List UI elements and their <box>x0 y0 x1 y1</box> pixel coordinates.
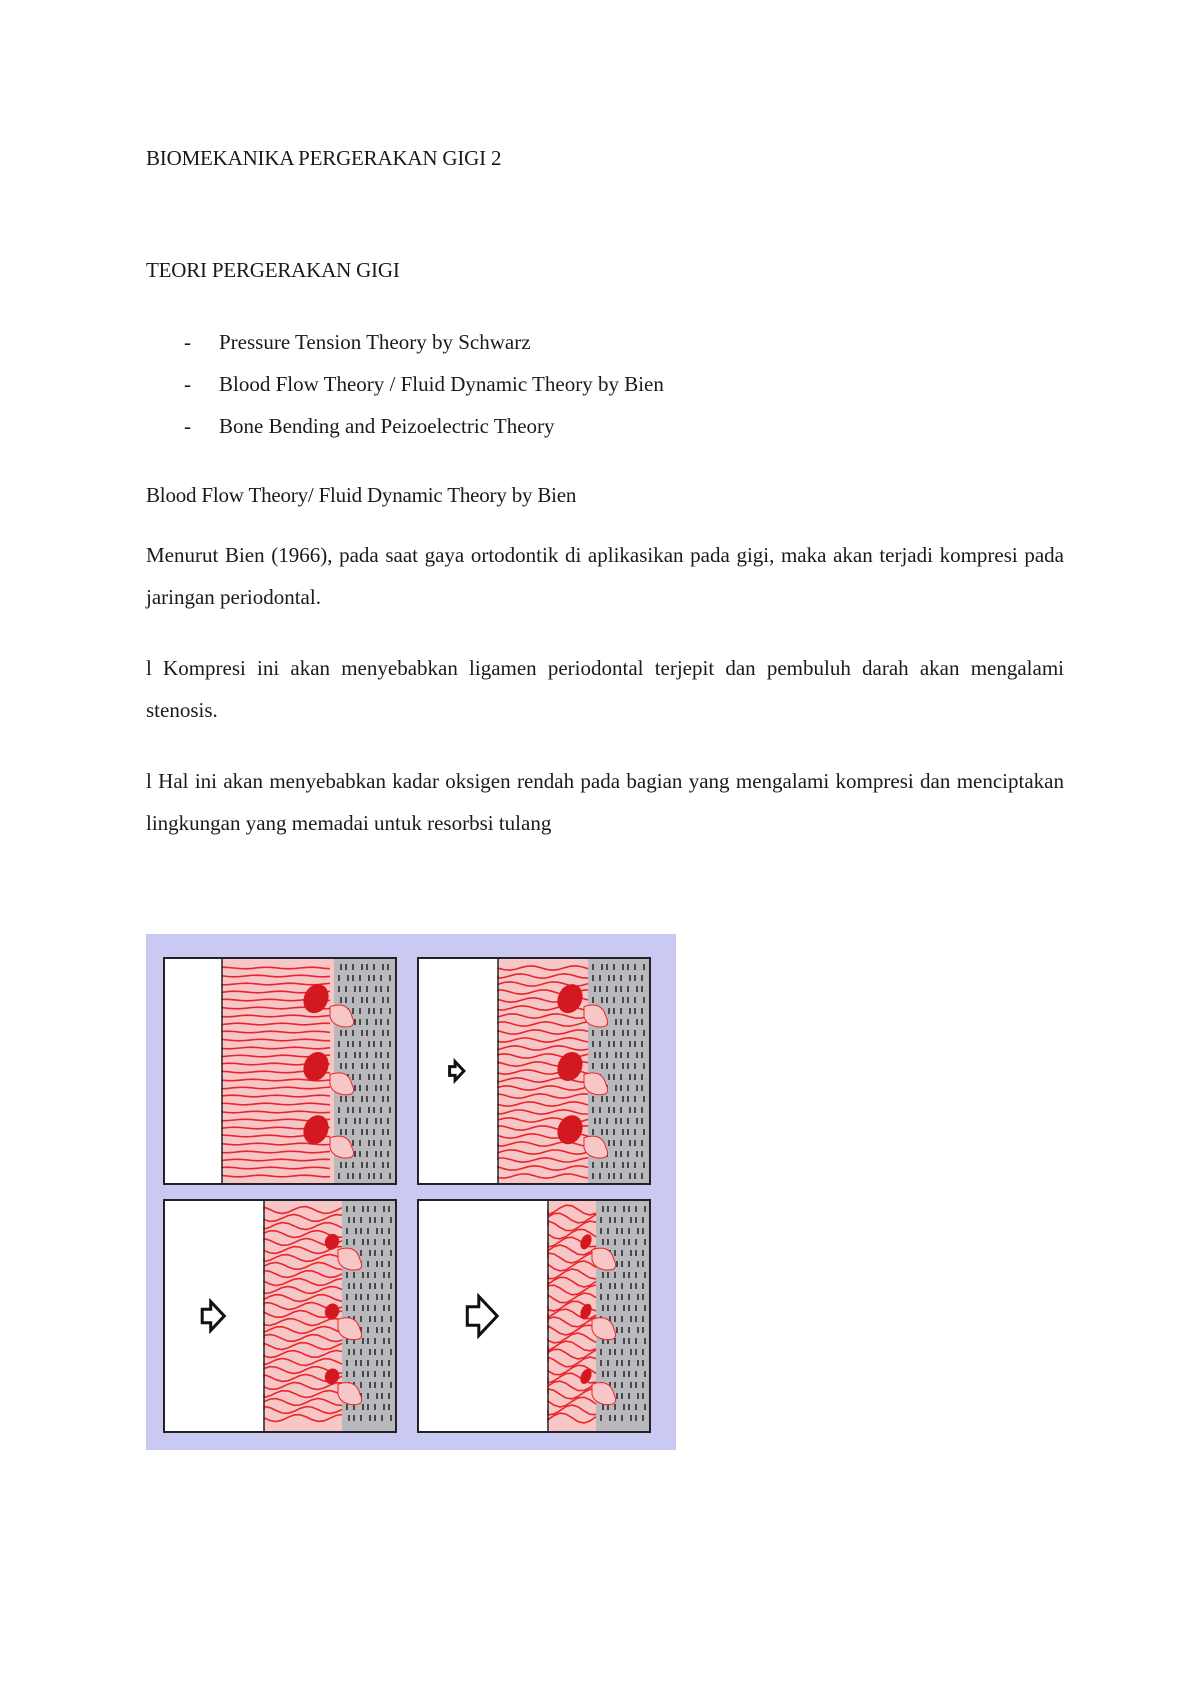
panel-medium-force <box>164 1200 396 1432</box>
paragraph-3: l Hal ini akan menyebabkan kadar oksigen rendah pada bagian yang mengalami kompresi dan menciptakan lingkungan yang memadai untuk resorbsi tulang <box>146 769 1064 835</box>
list-dash: - <box>184 414 191 438</box>
tooth-area <box>164 958 222 1184</box>
list-item-text: Bone Bending and Peizoelectric Theory <box>219 414 555 438</box>
section-heading: TEORI PERGERAKAN GIGI <box>146 258 400 282</box>
list-item-text: Pressure Tension Theory by Schwarz <box>219 330 531 354</box>
list-item-text: Blood Flow Theory / Fluid Dynamic Theory by Bien <box>219 372 664 396</box>
tooth-movement-figure <box>146 934 676 1450</box>
subheading: Blood Flow Theory/ Fluid Dynamic Theory by Bien <box>146 483 577 507</box>
paragraph-1: Menurut Bien (1966), pada saat gaya ortodontik di aplikasikan pada gigi, maka akan terjadi kompresi pada jaringan periodontal. <box>146 543 1064 609</box>
list-dash: - <box>184 330 191 354</box>
document-title: BIOMEKANIKA PERGERAKAN GIGI 2 <box>146 146 502 170</box>
panel-light-force <box>418 958 650 1184</box>
list-dash: - <box>184 372 191 396</box>
paragraph-2: l Kompresi ini akan menyebabkan ligamen periodontal terjepit dan pembuluh darah akan mengalami stenosis. <box>146 656 1064 722</box>
panel-heavy-force <box>418 1200 650 1432</box>
panel-no-force <box>164 958 396 1184</box>
figure-illustration <box>146 934 676 1450</box>
